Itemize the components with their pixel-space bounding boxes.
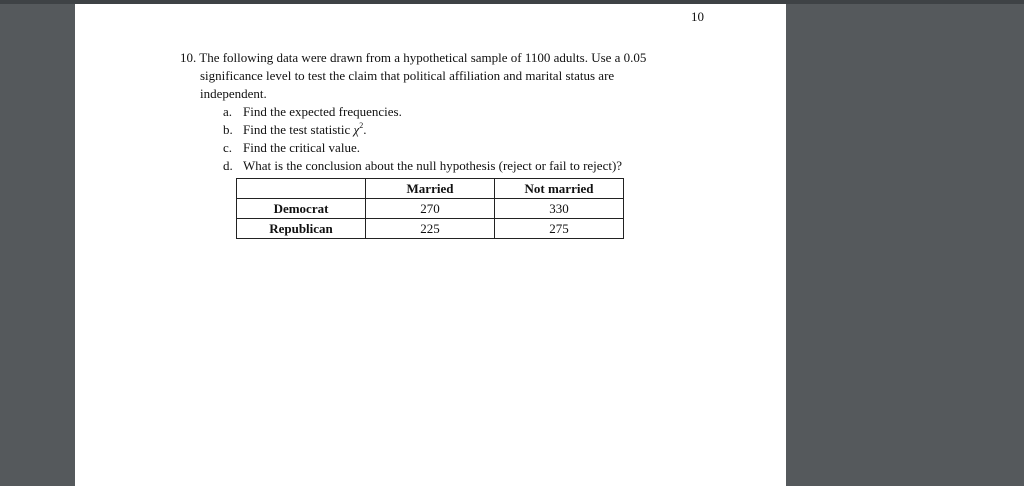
- chi-symbol: χ: [353, 122, 360, 137]
- sub-question-suffix: .: [363, 122, 367, 137]
- sub-question-a: [223, 103, 646, 121]
- sub-question-letter: c.: [223, 140, 233, 155]
- sub-question-letter: b.: [223, 122, 233, 137]
- sub-question-letter: a.: [223, 104, 233, 119]
- chi-exponent: 2: [359, 121, 364, 130]
- sub-question-list: [223, 103, 646, 175]
- table-cell: 330: [495, 199, 624, 219]
- table-header-married: Married: [366, 179, 495, 199]
- question-line-1: [180, 49, 646, 67]
- page-number: 10: [691, 9, 704, 24]
- row-label-democrat: Democrat: [237, 199, 366, 219]
- sub-question-letter: d.: [223, 158, 233, 173]
- table-row: [237, 219, 624, 239]
- question-block: [180, 49, 646, 175]
- table-cell: 270: [366, 199, 495, 219]
- table-header-row: [237, 179, 624, 199]
- question-text-1: The following data were drawn from a hypothetical sample of 1100 adults. Use a 0.05: [199, 50, 647, 65]
- sub-question-d: [223, 157, 646, 175]
- question-number: 10.: [180, 50, 197, 65]
- sub-question-text: Find the critical value.: [243, 140, 360, 155]
- table-cell: 275: [495, 219, 624, 239]
- table-cell: 225: [366, 219, 495, 239]
- contingency-table: [236, 178, 624, 239]
- sub-question-b: [223, 121, 646, 139]
- question-line-2: significance level to test the claim that political affiliation and marital status are: [200, 68, 615, 83]
- sub-question-c: [223, 139, 646, 157]
- document-page: [75, 4, 786, 486]
- sub-question-text: What is the conclusion about the null hypothesis (reject or fail to reject)?: [243, 158, 623, 173]
- table-header-not-married: Not married: [495, 179, 624, 199]
- sub-question-text: Find the expected frequencies.: [243, 104, 402, 119]
- row-label-republican: Republican: [237, 219, 366, 239]
- question-line-3: independent.: [200, 86, 267, 101]
- table-header-empty: [237, 179, 366, 199]
- sub-question-text: Find the test statistic: [243, 122, 354, 137]
- table-row: [237, 199, 624, 219]
